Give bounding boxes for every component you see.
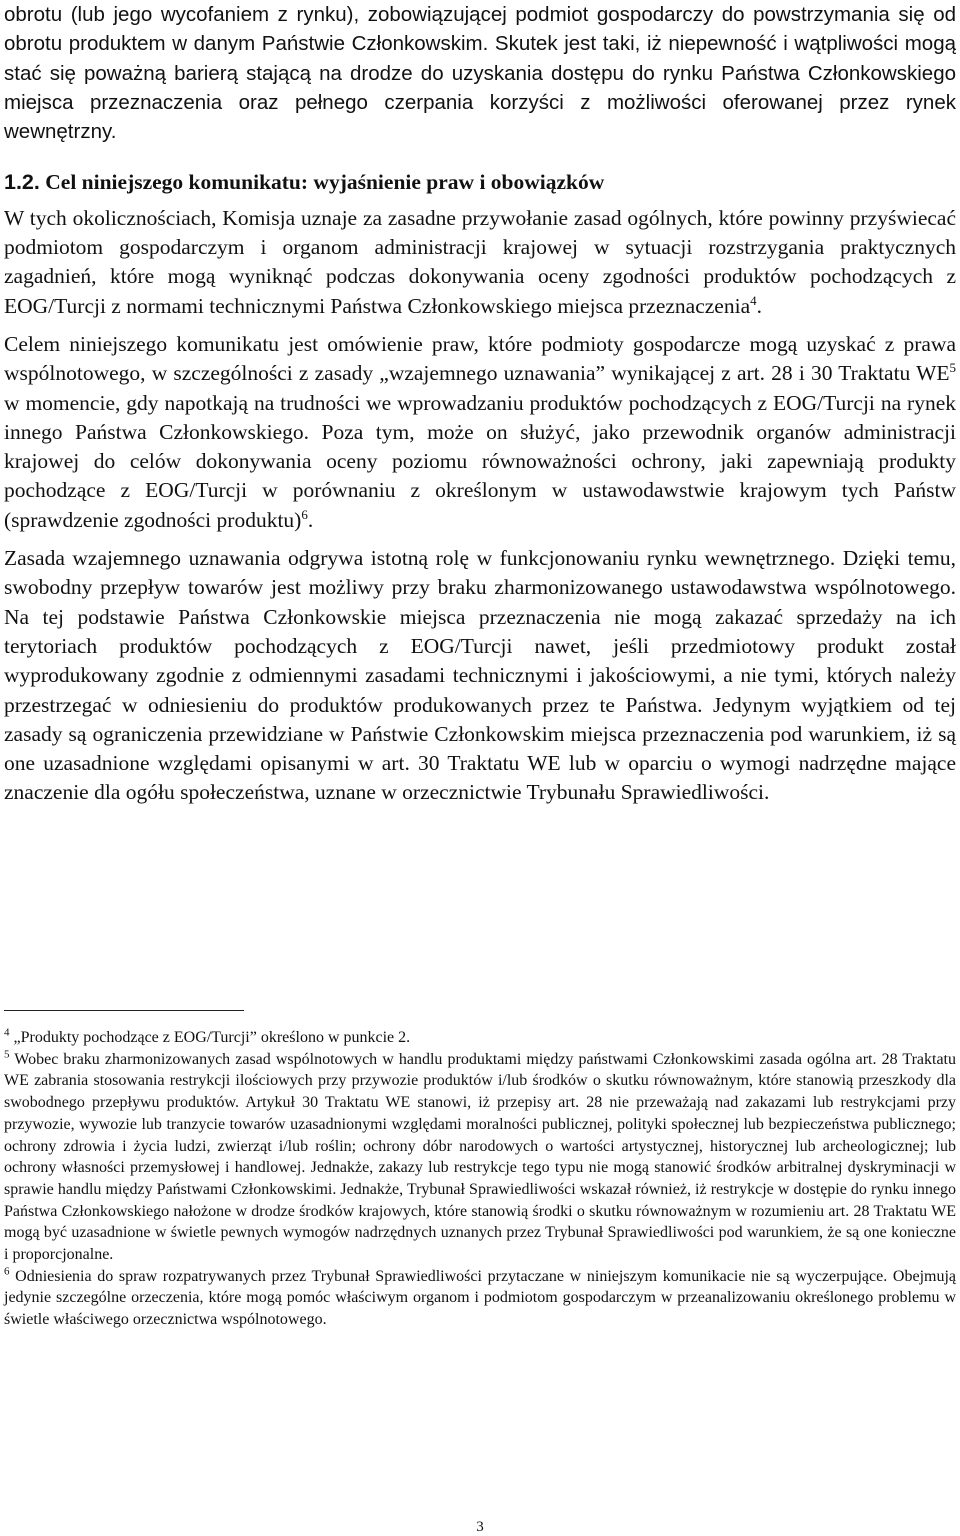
paragraph-text: W tych okolicznościach, Komisja uznaje za zasadne przywołanie zasad ogólnych, które powinny przyświecać podmiotom gospodarczym i organom administracji krajowej w sytuacji rozstrzygania praktycznych zagadnień, które mogą wyniknąć podczas dokonywania oceny zgodności produktów pochodzących z EOG/Turcji z normami technicznymi Państwa Członkowskiego miejsca przeznaczenia xyxy=(4,205,956,318)
document-page xyxy=(4,0,956,808)
footnote-4 xyxy=(4,1027,956,1049)
footnote-ref-4: 4 xyxy=(750,292,757,308)
body-paragraph-2 xyxy=(4,330,956,535)
footnote-ref-5: 5 xyxy=(949,360,956,376)
body-paragraph-3: Zasada wzajemnego uznawania odgrywa istotną rolę w funkcjonowaniu rynku wewnętrznego. Dzięki temu, swobodny przepływ towarów jest możliwy przy braku zharmonizowanego ustawodawstwa wspólnotowego. Na tej podstawie Państwa Członkowskie miejsca przeznaczenia nie mogą zakazać sprzedaży na ich terytoriach produktów pochodzących z EOG/Turcji nawet, jeśli przedmiotowy produkt został wyprodukowany zgodnie z odmiennymi zasadami technicznymi i jakościowymi, a nie tymi, których należy przestrzegać w odniesieniu do produktów produkowanych przez te Państwa. Jedynym wyjątkiem od tej zasady są ograniczenia przewidziane w Państwie Członkowskim miejsca przeznaczenia pod warunkiem, iż są one uzasadnione względami opisanymi w art. 30 Traktatu WE lub w oparciu o wymogi nadrzędne mające znaczenie dla ogółu społeczeństwa, uznane w orzecznictwie Trybunału Sprawiedliwości. xyxy=(4,546,956,805)
body-paragraph-1 xyxy=(4,204,956,321)
paragraph-tail: . xyxy=(756,293,762,318)
footnote-ref-6: 6 xyxy=(301,506,308,522)
footnote-marker: 5 xyxy=(4,1048,10,1061)
footnote-text: Odniesienia do spraw rozpatrywanych przez Trybunał Sprawiedliwości przytaczane w niniejszym komunikacie nie są wyczerpujące. Obejmują jedynie szczególne orzeczenia, które mogą pomóc właściwym organom i podmiotom gospodarczym w przeanalizowaniu określonego problemu w świetle właściwego orzecznictwa wspólnotowego. xyxy=(4,1267,956,1329)
paragraph-tail: . xyxy=(307,507,314,532)
footnotes xyxy=(4,1027,956,1331)
page-number: 3 xyxy=(476,1519,484,1535)
section-title: Cel niniejszego komunikatu: wyjaśnienie praw i obowiązków xyxy=(45,170,605,195)
footnote-marker: 6 xyxy=(4,1265,10,1278)
intro-paragraph: obrotu (lub jego wycofaniem z rynku), zobowiązującej podmiot gospodarczy do powstrzymania się od obrotu produktem w danym Państwie Członkowskim. Skutek jest taki, iż niepewność i wątpliwości mogą stać się poważną barierą stającą na drodze do uzyskania dostępu do rynku Państwa Członkowskiego miejsca przeznaczenia oraz pełnego czerpania korzyści z możliwości oferowanej przez rynek wewnętrzny. xyxy=(4,3,956,144)
footnote-marker: 4 xyxy=(4,1026,10,1039)
footnote-5 xyxy=(4,1049,956,1266)
footnote-text: „Produkty pochodzące z EOG/Turcji” określono w punkcie 2. xyxy=(9,1029,411,1046)
section-heading xyxy=(4,168,956,197)
paragraph-text-a: Celem niniejszego komunikatu jest omówienie praw, które podmioty gospodarcze mogą uzyskać z prawa wspólnotowego, w szczególności z zasady „wzajemnego uznawania” wynikającej z art. 28 i 30 Traktatu WE xyxy=(4,331,956,386)
paragraph-text-b: w momencie, gdy napotkają na trudności we wprowadzaniu produktów pochodzących z EOG/Turcji na rynek innego Państwa Członkowskiego. Poza tym, może on służyć, jako przewodnik organów administracji krajowej do celów dokonywania oceny poziomu równoważności ochrony, jaki zapewniają produkty pochodzące z EOG/Turcji w porównaniu z określonym w ustawodawstwie krajowym tych Państw (sprawdzenie zgodności produktu) xyxy=(4,390,956,532)
footnote-6 xyxy=(4,1266,956,1331)
section-number: 1.2. xyxy=(4,170,40,195)
footnote-separator xyxy=(4,1010,244,1011)
footnote-text: Wobec braku zharmonizowanych zasad wspólnotowych w handlu produktami między państwami Członkowskimi zasada ogólna art. 28 Traktatu WE zabrania stosowania restrykcji ilościowych przy przywozie produktów i/lub środków o skutku równoważnym, które stanowią przeszkody dla swobodnego przepływu produktów. Artykuł 30 Traktatu WE stanowi, iż przepisy art. 28 nie przeważają nad zakazami lub restrykcjami przy przywozie, wywozie lub tranzycie towarów uzasadnionymi względami moralności publicznej, polityki społecznej lub bezpieczeństwa publicznego; ochrony zdrowia i życia ludzi, zwierząt i/lub roślin; ochrony dóbr narodowych o wartości artystycznej, historycznej lub archeologicznej; lub ochrony własności przemysłowej i handlowej. Jednakże, zakazy lub restrykcje tego typu nie mogą stanowić środków arbitralnej dyskryminacji w sprawie handlu między Państwami Członkowskimi. Jednakże, Trybunał Sprawiedliwości wskazał również, iż restrykcje w dostępie do rynku innego Państwa Członkowskiego nałożone w drodze środków krajowych, które stanowią środki o skutku równoważnym w rozumieniu art. 28 Traktatu WE mogą być uzasadnione w świetle pewnych wymogów nadrzędnych uznanych przez Trybunał Sprawiedliwości pod warunkiem, że są one konieczne i proporcjonalne. xyxy=(4,1050,956,1264)
